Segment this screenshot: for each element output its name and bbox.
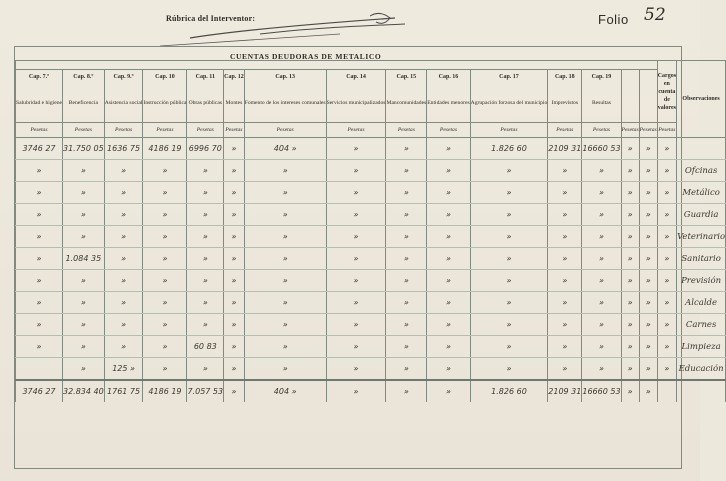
amount-cell: »	[104, 226, 143, 248]
amount-cell: »	[548, 270, 582, 292]
main-title: CUENTAS DEUDORAS DE METALICO	[230, 52, 382, 61]
total-cell: 2109 31	[548, 380, 582, 402]
amount-cell: »	[470, 204, 548, 226]
amount-cell: »	[657, 248, 676, 270]
unit-label: Pesetas	[104, 123, 143, 138]
amount-cell: »	[386, 160, 427, 182]
amount-cell: »	[104, 270, 143, 292]
amount-cell: »	[639, 292, 657, 314]
observation-cell: Veterinario	[677, 226, 726, 248]
amount-cell: »	[187, 248, 224, 270]
chapter-label: Cap. 15	[386, 70, 427, 85]
folio-label: Folio	[598, 12, 629, 27]
amount-cell: »	[16, 182, 63, 204]
amount-cell: »	[244, 270, 326, 292]
amount-cell: »	[244, 292, 326, 314]
amount-cell: »	[224, 226, 245, 248]
chapter-label: Cap. 11	[187, 70, 224, 85]
chapter-label: Cap. 16	[427, 70, 470, 85]
amount-cell: »	[621, 270, 639, 292]
amount-cell: »	[16, 270, 63, 292]
amount-cell: »	[427, 226, 470, 248]
amount-cell: »	[470, 182, 548, 204]
amount-cell: »	[639, 182, 657, 204]
amount-cell: »	[104, 314, 143, 336]
amount-cell: »	[582, 270, 621, 292]
amount-cell: »	[326, 358, 386, 381]
table-row	[16, 248, 726, 270]
amount-cell: »	[187, 182, 224, 204]
table-row	[16, 182, 726, 204]
amount-cell: »	[621, 204, 639, 226]
table-row	[16, 138, 726, 160]
amount-cell: 60 83	[187, 336, 224, 358]
amount-cell: »	[143, 270, 187, 292]
amount-cell: »	[386, 314, 427, 336]
amount-cell: 3746 27	[16, 138, 63, 160]
chapter-label	[621, 70, 639, 85]
amount-cell: »	[224, 336, 245, 358]
amount-cell: »	[639, 160, 657, 182]
amount-cell: »	[548, 226, 582, 248]
chapter-description: Beneficencia	[62, 84, 104, 123]
amount-cell: »	[16, 226, 63, 248]
amount-cell: »	[386, 358, 427, 381]
amount-cell: »	[657, 226, 676, 248]
observation-cell: Sanitario	[677, 248, 726, 270]
table-row	[16, 270, 726, 292]
chapter-label	[639, 70, 657, 85]
unit-label: Pesetas	[470, 123, 548, 138]
amount-cell: »	[657, 270, 676, 292]
chapter-label: Cap. 19	[582, 70, 621, 85]
total-cell	[657, 380, 676, 402]
amount-cell: 1.084 35	[62, 248, 104, 270]
amount-cell: »	[427, 314, 470, 336]
chapter-label: Cap. 10	[143, 70, 187, 85]
total-cell: »	[386, 380, 427, 402]
amount-cell: »	[427, 270, 470, 292]
amount-cell: »	[326, 138, 386, 160]
rubrica-label: Rúbrica del Interventor:	[166, 14, 256, 23]
amount-cell: »	[621, 226, 639, 248]
chapter-description: Obras públicas	[187, 84, 224, 123]
amount-cell: 31.750 05	[62, 138, 104, 160]
amount-cell: »	[621, 336, 639, 358]
amount-cell: »	[143, 226, 187, 248]
amount-cell: »	[621, 160, 639, 182]
amount-cell: »	[104, 182, 143, 204]
table-row	[16, 204, 726, 226]
amount-cell: »	[187, 204, 224, 226]
amount-cell: »	[639, 270, 657, 292]
amount-cell: 4186 19	[143, 138, 187, 160]
amount-cell: »	[62, 336, 104, 358]
amount-cell: »	[62, 270, 104, 292]
amount-cell: »	[224, 204, 245, 226]
amount-cell: »	[657, 292, 676, 314]
amount-cell: »	[224, 270, 245, 292]
amount-cell: »	[326, 314, 386, 336]
table-row	[16, 160, 726, 182]
amount-cell: »	[386, 204, 427, 226]
amount-cell: »	[16, 336, 63, 358]
chapter-description	[639, 84, 657, 123]
amount-cell: »	[187, 292, 224, 314]
observation-cell	[677, 138, 726, 160]
chapter-description: Instrucción pública	[143, 84, 187, 123]
description-row	[16, 84, 726, 123]
amount-cell: »	[244, 248, 326, 270]
amount-cell: »	[187, 314, 224, 336]
amount-cell: »	[639, 248, 657, 270]
table-row	[16, 292, 726, 314]
chapter-description: Montes	[224, 84, 245, 123]
amount-cell: »	[582, 248, 621, 270]
total-cell: »	[427, 380, 470, 402]
amount-cell: »	[470, 336, 548, 358]
amount-cell: »	[326, 226, 386, 248]
total-cell: 1.826 60	[470, 380, 548, 402]
amount-cell: »	[224, 248, 245, 270]
amount-cell: »	[187, 160, 224, 182]
amount-cell: 1.826 60	[470, 138, 548, 160]
chapter-description: Servicios municipalizados	[326, 84, 386, 123]
cargos-unit-label: Pesetas	[657, 123, 676, 138]
amount-cell: »	[621, 248, 639, 270]
unit-label: Pesetas	[639, 123, 657, 138]
amount-cell: »	[326, 292, 386, 314]
amount-cell: »	[244, 336, 326, 358]
amount-cell: »	[470, 160, 548, 182]
total-cell: 1761 75	[104, 380, 143, 402]
amount-cell: »	[187, 270, 224, 292]
amount-cell: »	[326, 336, 386, 358]
amount-cell: »	[427, 138, 470, 160]
amount-cell: »	[548, 248, 582, 270]
amount-cell: »	[427, 336, 470, 358]
total-cell: »	[621, 380, 639, 402]
table-row	[16, 226, 726, 248]
amount-cell: »	[62, 358, 104, 381]
cargos-header: Cargos en cuenta de valores	[657, 61, 676, 123]
total-cell: 7.057 53	[187, 380, 224, 402]
total-cell: 4186 19	[143, 380, 187, 402]
total-cell: »	[326, 380, 386, 402]
chapter-label: Cap. 13	[244, 70, 326, 85]
amount-cell: »	[427, 160, 470, 182]
amount-cell: »	[582, 182, 621, 204]
total-cell: 3746 27	[16, 380, 63, 402]
amount-cell: »	[326, 204, 386, 226]
amount-cell: »	[224, 182, 245, 204]
amount-cell: »	[386, 336, 427, 358]
amount-cell: »	[386, 138, 427, 160]
amount-cell: »	[143, 336, 187, 358]
amount-cell: »	[244, 314, 326, 336]
chapter-description: Entidades menores	[427, 84, 470, 123]
amount-cell: »	[224, 314, 245, 336]
table-row	[16, 314, 726, 336]
chapter-label: Cap. 9.º	[104, 70, 143, 85]
chapter-label: Cap. 12	[224, 70, 245, 85]
amount-cell: »	[427, 248, 470, 270]
observation-cell: Limpieza	[677, 336, 726, 358]
observation-cell: Alcalde	[677, 292, 726, 314]
amount-cell: »	[548, 160, 582, 182]
amount-cell: »	[582, 336, 621, 358]
amount-cell: »	[143, 182, 187, 204]
amount-cell: »	[548, 358, 582, 381]
amount-cell: »	[62, 314, 104, 336]
total-cell: 16660 53	[582, 380, 621, 402]
amount-cell: »	[470, 248, 548, 270]
amount-cell: »	[16, 204, 63, 226]
amount-cell: »	[548, 204, 582, 226]
amount-cell: »	[639, 204, 657, 226]
chapter-description	[621, 84, 639, 123]
unit-label: Pesetas	[386, 123, 427, 138]
amount-cell: »	[657, 314, 676, 336]
chapter-description: Fomento de los intereses comunales	[244, 84, 326, 123]
amount-cell: »	[548, 336, 582, 358]
amount-cell: »	[470, 226, 548, 248]
observation-cell: Metálico	[677, 182, 726, 204]
amount-cell: »	[639, 226, 657, 248]
chapter-label: Cap. 8.º	[62, 70, 104, 85]
amount-cell	[16, 358, 63, 381]
total-cell: 404 »	[244, 380, 326, 402]
unit-label: Pesetas	[62, 123, 104, 138]
amount-cell: »	[470, 358, 548, 381]
amount-cell: »	[104, 160, 143, 182]
amount-cell: 16660 53	[582, 138, 621, 160]
chapter-description: Salubridad e higiene	[16, 84, 63, 123]
amount-cell: »	[326, 182, 386, 204]
chapter-description: Asistencia social	[104, 84, 143, 123]
amount-cell: »	[187, 358, 224, 381]
unit-label: Pesetas	[326, 123, 386, 138]
amount-cell: »	[143, 292, 187, 314]
unit-label: Pesetas	[244, 123, 326, 138]
total-cell: »	[639, 380, 657, 402]
amount-cell: »	[548, 182, 582, 204]
total-cell: »	[224, 380, 245, 402]
amount-cell: »	[143, 204, 187, 226]
amount-cell: »	[104, 248, 143, 270]
amount-cell: »	[104, 336, 143, 358]
amount-cell: »	[224, 292, 245, 314]
totals-row	[16, 380, 726, 402]
amount-cell: »	[621, 138, 639, 160]
amount-cell: »	[244, 204, 326, 226]
unit-label: Pesetas	[187, 123, 224, 138]
amount-cell: »	[427, 182, 470, 204]
amount-cell: »	[386, 270, 427, 292]
amount-cell: »	[582, 314, 621, 336]
chapter-description: Mancomunidades	[386, 84, 427, 123]
amount-cell: »	[470, 292, 548, 314]
amount-cell: »	[657, 204, 676, 226]
amount-cell: 1636 75	[104, 138, 143, 160]
amount-cell: »	[582, 292, 621, 314]
observaciones-header: Observaciones	[677, 61, 726, 138]
amount-cell: 2109 31	[548, 138, 582, 160]
amount-cell: »	[244, 160, 326, 182]
amount-cell: »	[326, 248, 386, 270]
amount-cell: »	[548, 292, 582, 314]
amount-cell: »	[16, 292, 63, 314]
chapter-label: Cap. 7.º	[16, 70, 63, 85]
unit-label: Pesetas	[143, 123, 187, 138]
chapter-description: Imprevistos	[548, 84, 582, 123]
amount-cell: »	[143, 314, 187, 336]
amount-cell: »	[621, 358, 639, 381]
amount-cell: »	[386, 248, 427, 270]
amount-cell: »	[470, 314, 548, 336]
amount-cell: »	[427, 204, 470, 226]
amount-cell: »	[62, 292, 104, 314]
amount-cell: »	[639, 336, 657, 358]
amount-cell: »	[386, 226, 427, 248]
interventor-signature	[160, 8, 410, 48]
ledger-table	[15, 60, 726, 402]
title-row	[16, 61, 726, 70]
unit-label: Pesetas	[224, 123, 245, 138]
amount-cell: 404 »	[244, 138, 326, 160]
title-cell	[16, 61, 658, 70]
unit-row	[16, 123, 726, 138]
unit-label: Pesetas	[582, 123, 621, 138]
amount-cell: »	[621, 182, 639, 204]
table-row	[16, 358, 726, 381]
amount-cell: »	[62, 160, 104, 182]
amount-cell: »	[639, 358, 657, 381]
amount-cell: »	[427, 358, 470, 381]
chapter-description: Agrupación forzosa del municipio	[470, 84, 548, 123]
amount-cell: »	[657, 358, 676, 381]
amount-cell: »	[244, 358, 326, 381]
amount-cell: »	[657, 160, 676, 182]
observation-cell: Guardia	[677, 204, 726, 226]
amount-cell: »	[582, 160, 621, 182]
observation-cell: Previsión	[677, 270, 726, 292]
total-cell: 32.834 40	[62, 380, 104, 402]
unit-label: Pesetas	[16, 123, 63, 138]
amount-cell: »	[244, 226, 326, 248]
amount-cell: 6996 70	[187, 138, 224, 160]
amount-cell: »	[104, 292, 143, 314]
amount-cell: »	[224, 138, 245, 160]
observation-cell: Educación	[677, 358, 726, 381]
table-row	[16, 336, 726, 358]
amount-cell: »	[16, 314, 63, 336]
chapter-label: Cap. 14	[326, 70, 386, 85]
amount-cell: »	[104, 204, 143, 226]
amount-cell: »	[657, 182, 676, 204]
amount-cell: »	[657, 138, 676, 160]
chapter-label: Cap. 18	[548, 70, 582, 85]
amount-cell: »	[639, 314, 657, 336]
chapter-row	[16, 70, 726, 85]
amount-cell: »	[548, 314, 582, 336]
amount-cell: »	[62, 226, 104, 248]
amount-cell: »	[224, 358, 245, 381]
amount-cell: »	[187, 226, 224, 248]
amount-cell: »	[62, 204, 104, 226]
amount-cell: »	[143, 358, 187, 381]
amount-cell: »	[386, 292, 427, 314]
amount-cell: »	[427, 292, 470, 314]
amount-cell: »	[62, 182, 104, 204]
chapter-label: Cap. 17	[470, 70, 548, 85]
unit-label: Pesetas	[427, 123, 470, 138]
observation-cell: Ofcinas	[677, 160, 726, 182]
amount-cell: »	[326, 160, 386, 182]
amount-cell: »	[224, 160, 245, 182]
amount-cell: »	[470, 270, 548, 292]
amount-cell: »	[621, 314, 639, 336]
chapter-description: Resultas	[582, 84, 621, 123]
unit-label: Pesetas	[621, 123, 639, 138]
amount-cell: »	[621, 292, 639, 314]
amount-cell: »	[16, 248, 63, 270]
amount-cell: »	[143, 160, 187, 182]
amount-cell: »	[657, 336, 676, 358]
amount-cell: 125 »	[104, 358, 143, 381]
amount-cell: »	[143, 248, 187, 270]
folio-number: 52	[644, 5, 666, 25]
amount-cell: »	[639, 138, 657, 160]
amount-cell: »	[16, 160, 63, 182]
amount-cell: »	[582, 226, 621, 248]
amount-cell: »	[582, 204, 621, 226]
amount-cell: »	[244, 182, 326, 204]
amount-cell: »	[326, 270, 386, 292]
observation-cell: Carnes	[677, 314, 726, 336]
total-obs-cell	[677, 380, 726, 402]
unit-label: Pesetas	[548, 123, 582, 138]
amount-cell: »	[582, 358, 621, 381]
amount-cell: »	[386, 182, 427, 204]
